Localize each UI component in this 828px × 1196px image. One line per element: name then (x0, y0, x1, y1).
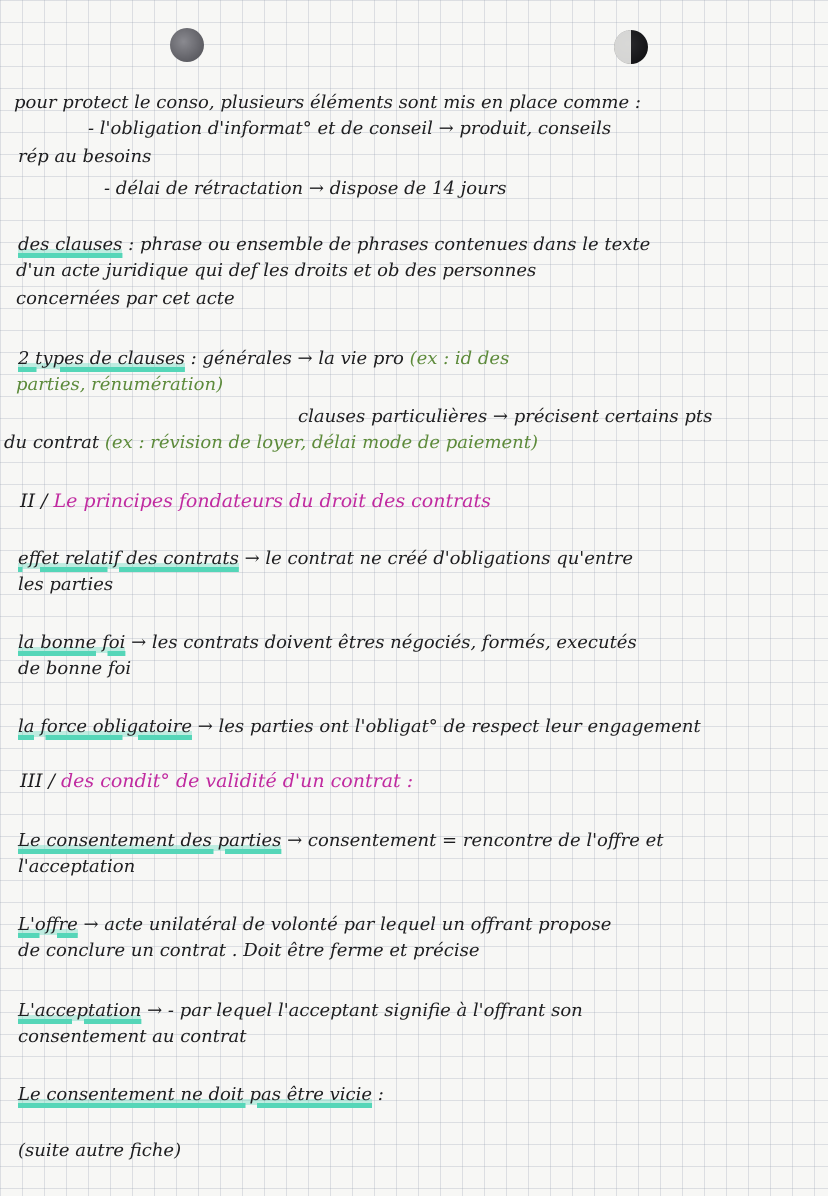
types-text-1: : générales → la vie pro (190, 348, 404, 369)
clauses-text-2: d'un acte juridique qui def les droits et ob des personnes (16, 260, 537, 281)
condition-2-cont: de conclure un contrat . Doit être ferme et précise (18, 940, 480, 961)
condition-1-text: → consentement = rencontre de l'offre et (287, 830, 664, 851)
clauses-text-1: : phrase ou ensemble de phrases contenues dans le texte (128, 234, 651, 255)
binder-hole-right (614, 30, 648, 64)
intro-line: pour protect le conso, plusieurs éléments sont mis en place comme : (14, 92, 641, 113)
closing-term: Le consentement ne doit pas être vicie (18, 1084, 373, 1105)
principle-1-term: effet relatif des contrats (18, 548, 239, 569)
principle-2-term: la bonne foi (18, 632, 126, 653)
intro-item-information-cont: rép au besoins (18, 146, 152, 167)
condition-2-text: → acte unilatéral de volonté par lequel un offrant propose (83, 914, 612, 935)
condition-1-term: Le consentement des parties (18, 830, 282, 851)
types-text-3-line (4, 432, 538, 454)
intro-item-information: - l'obligation d'informat° et de conseil → produit, conseils (88, 118, 612, 139)
clauses-term: des clauses (18, 234, 123, 255)
intro-item-retractation: - délai de rétractation → dispose de 14 jours (104, 178, 507, 199)
types-example-1: (ex : id des (409, 348, 510, 369)
types-example-2: (ex : révision de loyer, délai mode de paiement) (104, 432, 539, 453)
principle-3-term: la force obligatoire (18, 716, 192, 737)
principle-3-text: → les parties ont l'obligat° de respect leur engagement (197, 716, 701, 737)
condition-3 (18, 1000, 583, 1022)
condition-2-term: L'offre (18, 914, 78, 935)
condition-1-cont: l'acceptation (18, 856, 136, 877)
principle-2 (18, 632, 637, 654)
types-text-3: du contrat (4, 432, 100, 453)
section-2-title: Le principes fondateurs du droit des contrats (53, 490, 491, 512)
condition-3-text: → - par lequel l'acceptant signifie à l'offrant son (147, 1000, 583, 1021)
clauses-text-3: concernées par cet acte (16, 288, 235, 309)
closing-colon: : (377, 1084, 384, 1105)
principle-2-text: → les contrats doivent êtres négociés, formés, executés (131, 632, 637, 653)
section-2-heading (20, 490, 491, 512)
types-line (18, 348, 509, 370)
section-2-numeral: II / (20, 490, 48, 512)
condition-2 (18, 914, 611, 936)
principle-3 (18, 716, 701, 738)
principle-1 (18, 548, 633, 570)
binder-hole-left (170, 28, 204, 62)
section-3-numeral: III / (20, 770, 55, 792)
condition-3-cont: consentement au contrat (18, 1026, 247, 1047)
clauses-definition (18, 234, 650, 256)
principle-1-text: → le contrat ne créé d'obligations qu'entre (244, 548, 633, 569)
condition-1 (18, 830, 663, 852)
closing-line (18, 1084, 384, 1106)
types-term: 2 types de clauses (18, 348, 185, 369)
principle-1-cont: les parties (18, 574, 114, 595)
types-example-1-cont: parties, rénumération) (16, 374, 224, 395)
closing-note: (suite autre fiche) (18, 1140, 182, 1161)
section-3-heading (20, 770, 413, 792)
section-3-title: des condit° de validité d'un contrat : (61, 770, 414, 792)
principle-2-cont: de bonne foi (18, 658, 132, 679)
types-text-2: clauses particulières → précisent certains pts (298, 406, 713, 427)
condition-3-term: L'acceptation (18, 1000, 142, 1021)
